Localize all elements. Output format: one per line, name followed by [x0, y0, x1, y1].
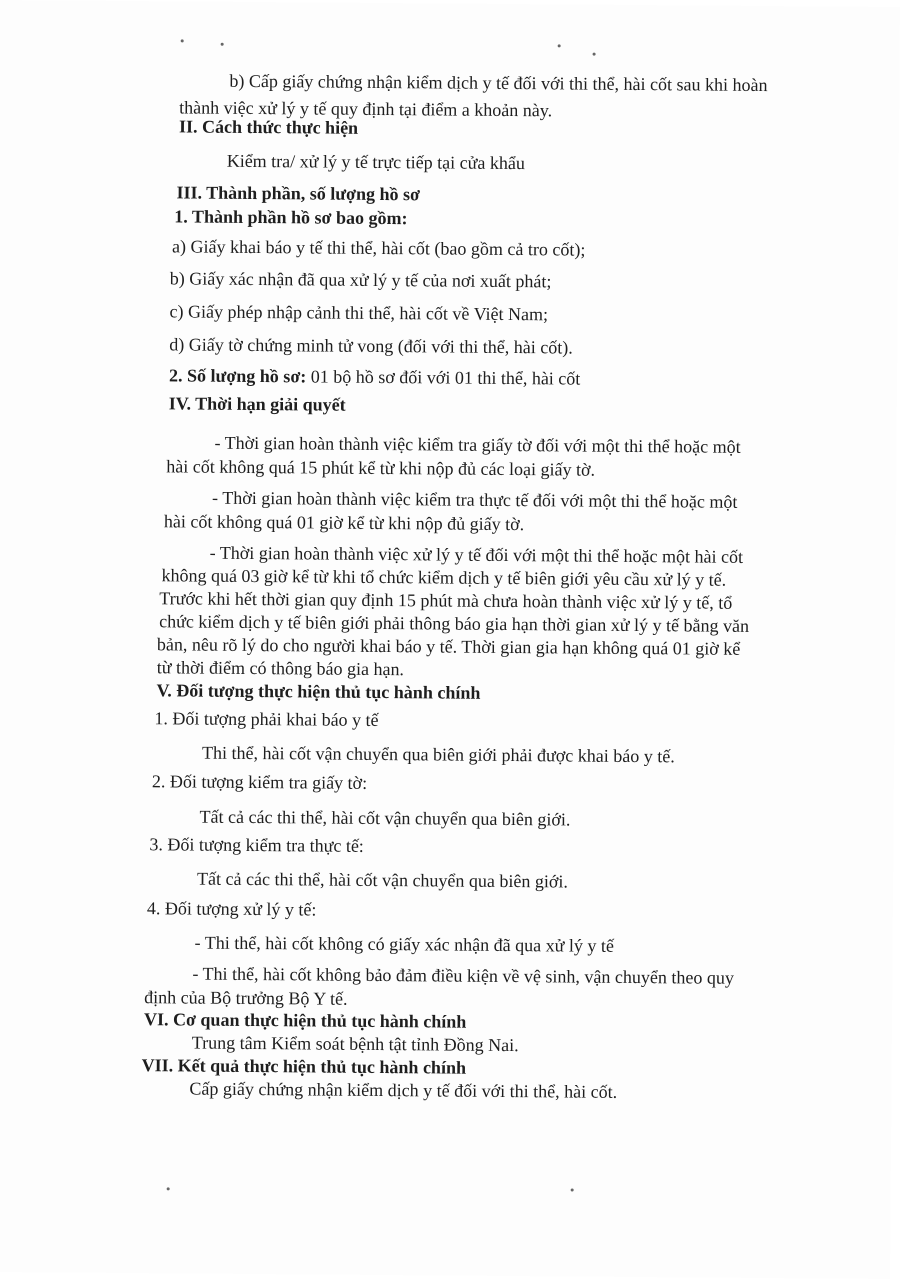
list-item: b) Giấy xác nhận đã qua xử lý y tế của nơi xuất phát;: [169, 268, 552, 292]
text-line: b) Cấp giấy chứng nhận kiểm dịch y tế đối với thi thể, hài cốt sau khi hoàn: [229, 70, 768, 96]
scan-speck: [571, 1189, 574, 1192]
section-heading: III. Thành phần, số lượng hồ sơ: [176, 182, 421, 205]
subsection-heading: 1. Thành phần hồ sơ bao gồm:: [174, 206, 408, 229]
scan-speck: [221, 43, 224, 46]
text-line: [169, 366, 580, 387]
scan-speck: [181, 39, 184, 42]
list-item: d) Giấy tờ chứng minh tử vong (đối với thi thể, hài cốt).: [169, 334, 573, 358]
text-line: từ thời điểm có thông báo gia hạn.: [156, 657, 405, 680]
text-line: không quá 03 giờ kể từ khi tổ chức kiểm dịch y tế biên giới yêu cầu xử lý y tế.: [161, 565, 727, 590]
list-item: a) Giấy khai báo y tế thi thể, hài cốt (bao gồm cả tro cốt);: [171, 236, 586, 260]
text-line: Trung tâm Kiểm soát bệnh tật tỉnh Đồng Nai.: [191, 1032, 519, 1056]
field-value: 01 bộ hồ sơ đối với 01 thi thể, hài cốt: [310, 366, 581, 389]
text-line: chức kiểm dịch y tế biên giới phải thông báo gia hạn thời gian xử lý y tế bằng văn: [159, 611, 750, 636]
section-heading: IV. Thời hạn giải quyết: [168, 393, 346, 415]
text-line: 4. Đối tượng xử lý y tế:: [146, 898, 317, 920]
text-line: Thi thể, hài cốt vận chuyển qua biên giới phải được khai báo y tế.: [202, 742, 675, 767]
scan-speck: [593, 53, 596, 56]
text-line: hài cốt không quá 01 giờ kể từ khi nộp đủ giấy tờ.: [163, 511, 525, 535]
text-line: Cấp giấy chứng nhận kiểm dịch y tế đối với thi thể, hài cốt.: [189, 1078, 618, 1102]
section-heading: VI. Cơ quan thực hiện thủ tục hành chính: [143, 1009, 467, 1032]
text-line: định của Bộ trưởng Bộ Y tế.: [144, 987, 348, 1009]
text-line: 3. Đối tượng kiểm tra thực tế:: [149, 834, 364, 856]
list-item: c) Giấy phép nhập cảnh thi thể, hài cốt về Việt Nam;: [169, 301, 549, 325]
text-line: 1. Đối tượng phải khai báo y tế: [154, 708, 379, 730]
section-heading: VII. Kết quả thực hiện thủ tục hành chính: [141, 1055, 467, 1078]
text-line: hài cốt không quá 15 phút kể từ khi nộp đủ các loại giấy tờ.: [166, 456, 596, 480]
section-heading: II. Cách thức thực hiện: [178, 116, 359, 138]
text-line: Kiểm tra/ xử lý y tế trực tiếp tại cửa khẩu: [226, 150, 525, 174]
text-line: - Thi thể, hài cốt không bảo đảm điều kiện về vệ sinh, vận chuyển theo quy: [192, 963, 734, 988]
text-line: thành việc xử lý y tế quy định tại điểm a khoản này.: [179, 97, 553, 121]
field-label: 2. Số lượng hồ sơ:: [168, 365, 307, 387]
text-line: bản, nêu rõ lý do cho người khai báo y tế. Thời gian gia hạn không quá 01 giờ kể: [156, 634, 741, 659]
text-line: Tất cả các thi thể, hài cốt vận chuyển qua biên giới.: [197, 868, 569, 892]
text-line: 2. Đối tượng kiểm tra giấy tờ:: [151, 771, 368, 793]
text-line: - Thời gian hoàn thành việc kiểm tra thực tế đối với một thi thể hoặc một: [212, 487, 738, 512]
section-heading: V. Đối tượng thực hiện thủ tục hành chính: [156, 680, 481, 703]
text-line: - Thời gian hoàn thành việc kiểm tra giấy tờ đối với một thi thể hoặc một: [214, 432, 741, 457]
scan-speck: [167, 1187, 170, 1190]
text-line: Trước khi hết thời gian quy định 15 phút mà chưa hoàn thành việc xử lý y tế, tổ: [159, 588, 733, 613]
scan-speck: [558, 44, 561, 47]
text-line: Tất cả các thi thể, hài cốt vận chuyển qua biên giới.: [199, 806, 571, 830]
text-line: - Thi thể, hài cốt không có giấy xác nhận đã qua xử lý y tế: [194, 932, 614, 956]
text-line: - Thời gian hoàn thành việc xử lý y tế đối với một thi thể hoặc một hài cốt: [209, 542, 744, 567]
